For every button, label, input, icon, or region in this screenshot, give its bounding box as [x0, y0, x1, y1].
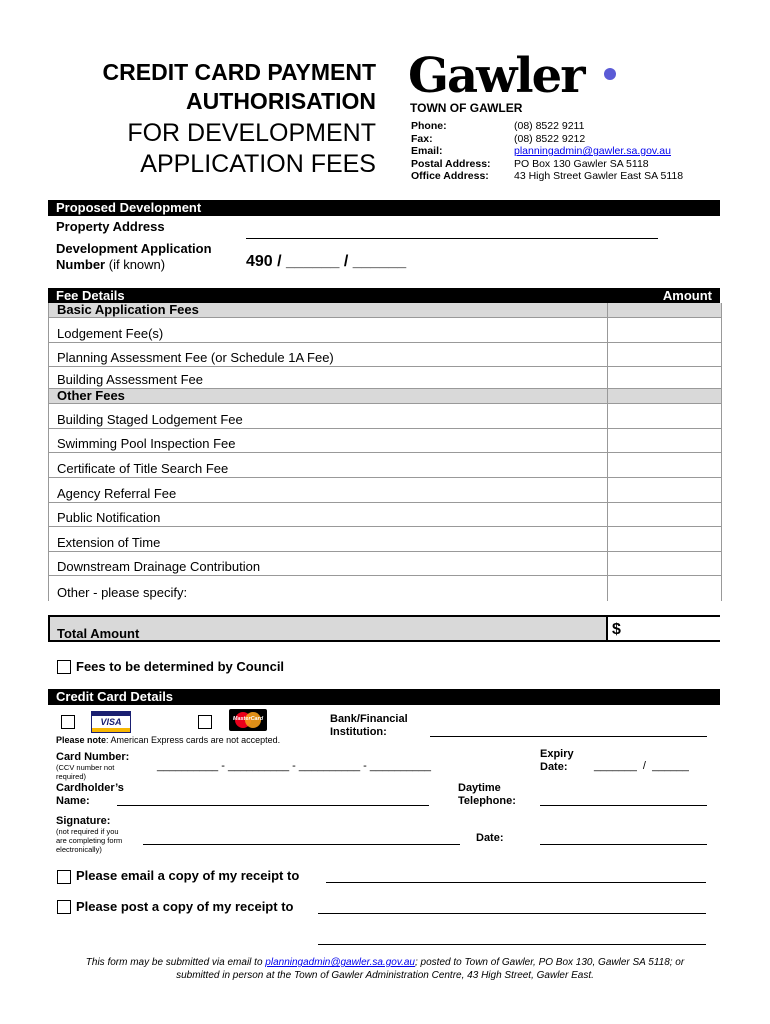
bank-label: Bank/Financial Institution:: [330, 713, 408, 738]
phone-value: (08) 8522 9211: [514, 120, 585, 132]
signature-label: Signature: (not required if you are completing form electronically): [56, 815, 123, 854]
total-amount-row: [48, 615, 720, 642]
form-title: CREDIT CARD PAYMENT AUTHORISATION: [102, 59, 376, 114]
cardholder-field[interactable]: [117, 805, 429, 806]
basic-fees-heading: Basic Application Fees: [49, 303, 721, 318]
fee-amount-input[interactable]: [607, 527, 722, 551]
property-address-label: Property Address: [56, 219, 165, 234]
council-fees-label: Fees to be determined by Council: [76, 659, 285, 674]
fee-row: Agency Referral Fee: [49, 478, 721, 503]
postal-value: PO Box 130 Gawler SA 5118: [514, 157, 649, 170]
fee-amount-input[interactable]: [607, 367, 722, 388]
fee-row: Planning Assessment Fee (or Schedule 1A Fee): [49, 343, 721, 368]
mastercard-logo-icon: MasterCard: [229, 709, 267, 731]
fee-amount-input[interactable]: [607, 343, 722, 367]
office-value: 43 High Street Gawler East SA 5118: [514, 170, 684, 182]
fee-row: Swimming Pool Inspection Fee: [49, 429, 721, 454]
email-link[interactable]: planningadmin@gawler.sa.gov.au: [514, 145, 671, 157]
total-amount-label: Total Amount: [57, 626, 140, 641]
post-receipt-field[interactable]: [318, 913, 706, 914]
expiry-label: Expiry Date:: [540, 748, 574, 773]
fee-row: Building Staged Lodgement Fee: [49, 404, 721, 429]
fax-value: (08) 8522 9212: [514, 132, 586, 145]
fee-amount-input[interactable]: [607, 453, 722, 477]
contact-labels: Phone: Fax: Email: Postal Address: Office Address:: [411, 120, 491, 182]
da-number-field[interactable]: 490 / ______ / ______: [246, 253, 407, 270]
email-receipt-label: Please email a copy of my receipt to: [76, 868, 300, 883]
email-receipt-checkbox[interactable]: [57, 870, 71, 884]
contact-values: [514, 120, 744, 183]
gawler-logo: Gawler: [408, 48, 583, 104]
fee-row: Lodgement Fee(s): [49, 318, 721, 343]
expiry-field[interactable]: _______ / ______: [594, 760, 689, 772]
fee-amount-input[interactable]: [607, 478, 722, 502]
fee-row: Downstream Drainage Contribution: [49, 552, 721, 577]
card-number-label: Card Number: (CCV number not required): [56, 751, 130, 781]
daytime-phone-field[interactable]: [540, 805, 707, 806]
fee-table: [48, 303, 722, 601]
amex-note: Please note: American Express cards are not accepted.: [56, 735, 281, 745]
fee-row: Other - please specify:: [49, 576, 721, 601]
council-fees-checkbox[interactable]: [57, 660, 71, 674]
org-name: TOWN OF GAWLER: [410, 101, 523, 115]
cardholder-label: Cardholder’s Name:: [56, 782, 124, 807]
fee-row: Extension of Time: [49, 527, 721, 552]
fee-row: Certificate of Title Search Fee: [49, 453, 721, 478]
total-amount-field[interactable]: $: [606, 617, 720, 640]
post-receipt-label: Please post a copy of my receipt to: [76, 899, 294, 914]
amount-heading: Amount: [662, 288, 712, 303]
fee-row: Public Notification: [49, 503, 721, 528]
footer-email-link[interactable]: planningadmin@gawler.sa.gov.au: [265, 957, 415, 968]
signature-field[interactable]: [143, 844, 460, 845]
daytime-phone-label: Daytime Telephone:: [458, 782, 516, 807]
fee-amount-input[interactable]: [607, 404, 722, 428]
footer-note: This form may be submitted via email to planningadmin@gawler.sa.gov.au; posted to Town of Gawler, PO Box 130, Gawler SA 5118; or submitted in person at the Town of Gawler Administration Centre, 43 High Street, Gawler East.: [85, 957, 685, 981]
fee-amount-input[interactable]: [607, 576, 722, 601]
bank-field[interactable]: [430, 736, 707, 737]
date-field[interactable]: [540, 844, 707, 845]
visa-checkbox[interactable]: [61, 715, 75, 729]
email-receipt-field[interactable]: [326, 882, 706, 883]
form-subtitle: FOR DEVELOPMENT APPLICATION FEES: [127, 119, 376, 178]
da-number-label: Development Application Number (if known): [56, 241, 212, 272]
other-fees-heading: Other Fees: [49, 389, 721, 404]
fee-amount-input[interactable]: [607, 503, 722, 527]
property-address-field[interactable]: [246, 238, 658, 239]
post-receipt-field-line2[interactable]: [318, 944, 706, 945]
proposed-development-heading: Proposed Development: [48, 200, 720, 216]
post-receipt-checkbox[interactable]: [57, 900, 71, 914]
date-label: Date:: [476, 832, 504, 844]
fee-details-heading: Fee Details Amount: [48, 288, 720, 304]
logo-dot-icon: [604, 68, 616, 80]
fee-row: Building Assessment Fee: [49, 367, 721, 389]
visa-logo-icon: VISA: [91, 711, 131, 733]
credit-card-heading: Credit Card Details: [48, 689, 720, 705]
card-number-field[interactable]: __________ - __________ - __________ - __________: [157, 760, 432, 772]
mastercard-checkbox[interactable]: [198, 715, 212, 729]
fee-amount-input[interactable]: [607, 552, 722, 576]
fee-amount-input[interactable]: [607, 318, 722, 342]
fee-amount-input[interactable]: [607, 429, 722, 453]
